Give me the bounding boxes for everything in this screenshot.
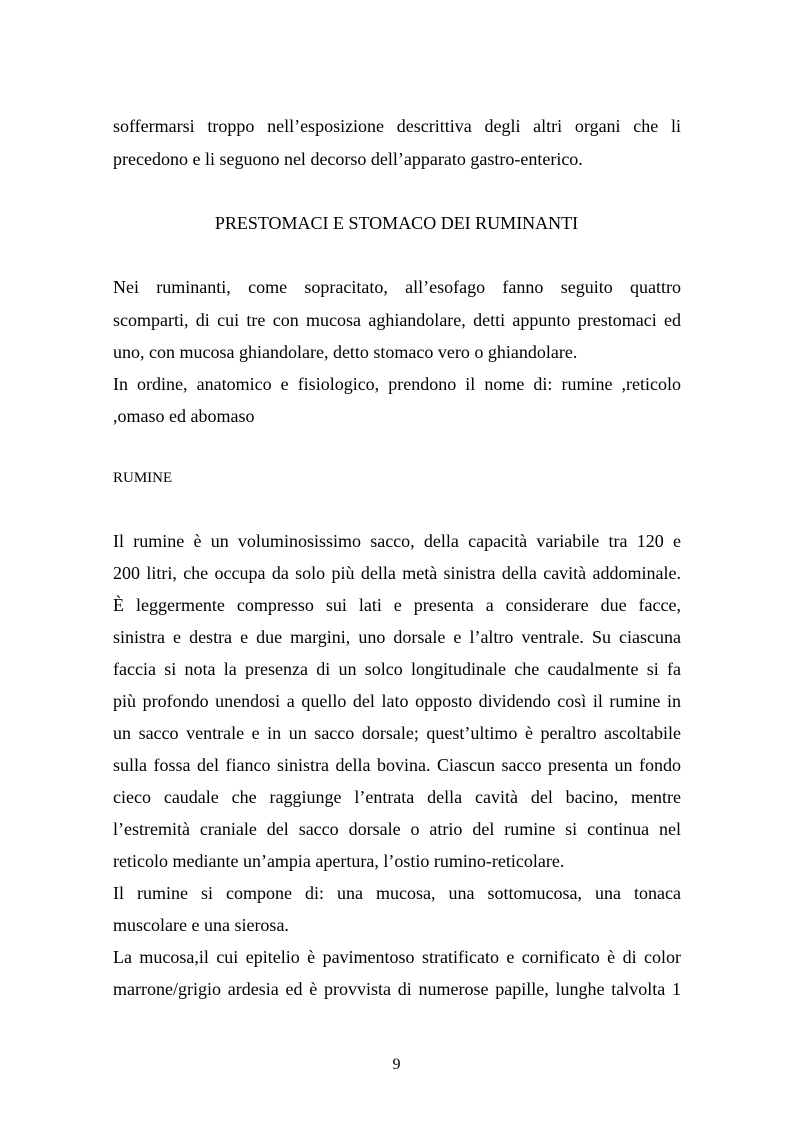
paragraph-line: reticolo mediante un’ampia apertura, l’ostio rumino-reticolare. — [113, 851, 565, 871]
page-number: 9 — [392, 1056, 401, 1073]
paragraph-line: La mucosa,il cui epitelio è pavimentoso stratificato e cornificato è di color — [113, 947, 681, 967]
paragraph-line: scomparti, di cui tre con mucosa aghiandolare, detti appunto prestomaci ed — [113, 310, 681, 330]
section-title: PRESTOMACI E STOMACO DEI RUMINANTI — [214, 213, 579, 233]
paragraph-line: marrone/grigio ardesia ed è provvista di numerose papille, lunghe talvolta 1 — [113, 979, 681, 999]
paragraph-line: soffermarsi troppo nell’esposizione descrittiva degli altri organi che li — [113, 116, 681, 136]
paragraph-line: uno, con mucosa ghiandolare, detto stomaco vero o ghiandolare. — [113, 342, 578, 362]
paragraph-line: Nei ruminanti, come sopracitato, all’esofago fanno seguito quattro — [113, 277, 681, 297]
paragraph-line: un sacco ventrale e in un sacco dorsale; quest’ultimo è peraltro ascoltabile — [113, 723, 681, 743]
paragraph-line: ,omaso ed abomaso — [113, 406, 255, 426]
paragraph-line: cieco caudale che raggiunge l’entrata della cavità del bacino, mentre — [113, 787, 681, 807]
paragraph-line: Il rumine si compone di: una mucosa, una sottomucosa, una tonaca — [113, 883, 681, 903]
paragraph-line: Il rumine è un voluminosissimo sacco, della capacità variabile tra 120 e — [113, 531, 681, 551]
paragraph-line: È leggermente compresso sui lati e presenta a considerare due facce, — [113, 595, 681, 615]
paragraph-line: sinistra e destra e due margini, uno dorsale e l’altro ventrale. Su ciascuna — [113, 627, 681, 647]
paragraph-line: precedono e li seguono nel decorso dell’apparato gastro-enterico. — [113, 149, 583, 169]
paragraph-line: 200 litri, che occupa da solo più della metà sinistra della cavità addominale. — [113, 563, 681, 583]
paragraph-line: più profondo unendosi a quello del lato opposto dividendo così il rumine in — [113, 691, 681, 711]
paragraph-line: In ordine, anatomico e fisiologico, prendono il nome di: rumine ,reticolo — [113, 374, 681, 394]
subsection-title: RUMINE — [113, 470, 173, 486]
paragraph-line: muscolare e una sierosa. — [113, 915, 289, 935]
paragraph-line: faccia si nota la presenza di un solco longitudinale che caudalmente si fa — [113, 659, 681, 679]
paragraph-line: l’estremità craniale del sacco dorsale o atrio del rumine si continua nel — [113, 819, 681, 839]
paragraph-line: sulla fossa del fianco sinistra della bovina. Ciascun sacco presenta un fondo — [113, 755, 681, 775]
